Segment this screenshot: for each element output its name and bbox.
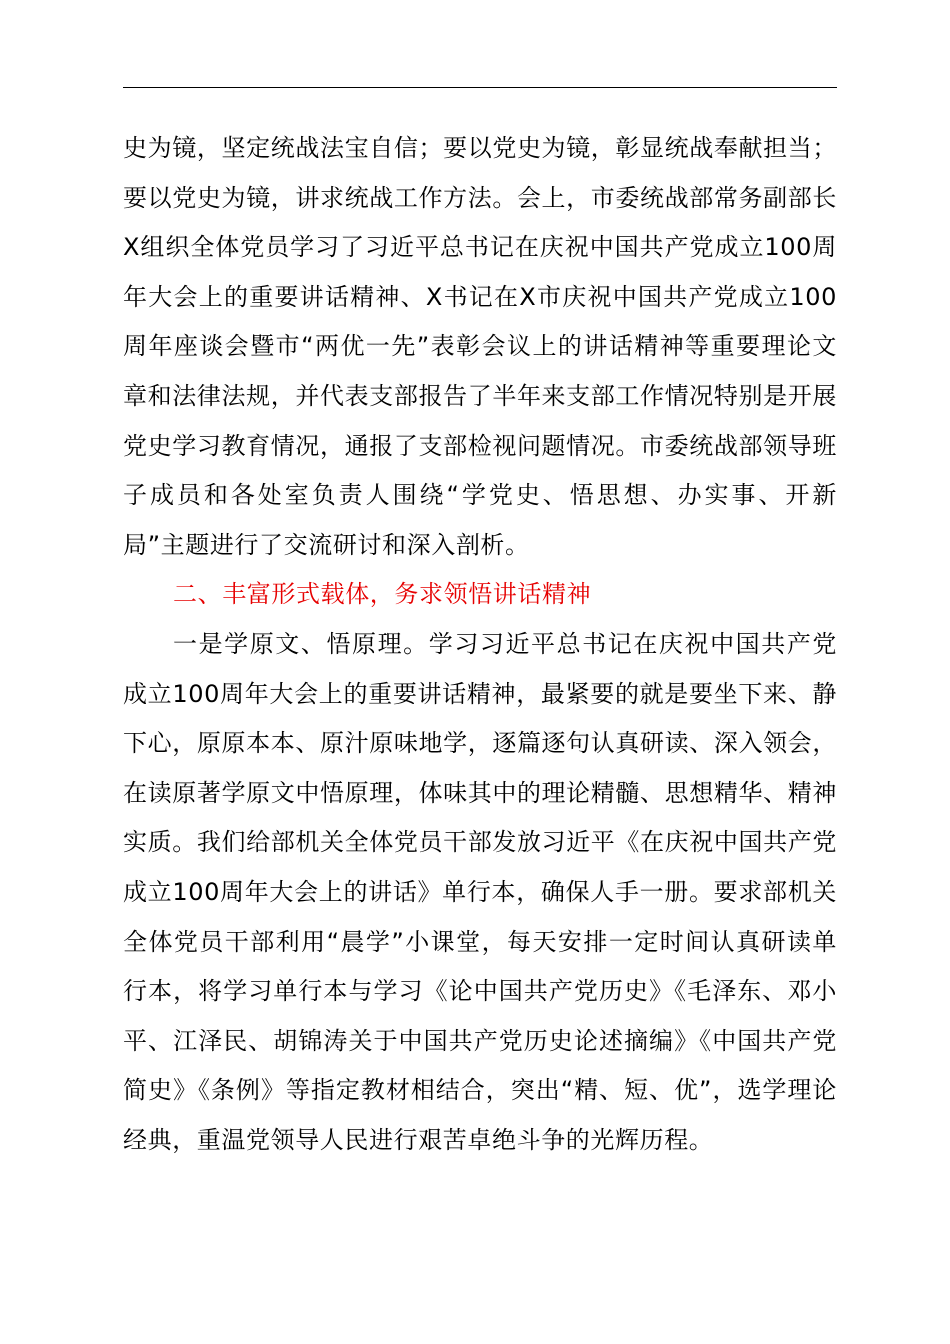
paragraph-continuation: 史为镜，坚定统战法宝自信；要以党史为镜，彰显统战奉献担当；要以党史为镜，讲求统战工作方法。会上，市委统战部常务副部长X组织全体党员学习了习近平总书记在庆祝中国共产党成立100周年大会上的重要讲话精神、X书记在X市庆祝中国共产党成立100周年座谈会暨市“两优一先”表彰会议上的讲话精神等重要理论文章和法律法规，并代表支部报告了半年来支部工作情况特别是开展党史学习教育情况，通报了支部检视问题情况。市委统战部领导班子成员和各处室负责人围绕“学党史、悟思想、办实事、开新局”主题进行了交流研讨和深入剖析。 <box>123 134 837 559</box>
document-body <box>123 124 837 1165</box>
paragraph-study-original-text: 一是学原文、悟原理。学习习近平总书记在庆祝中国共产党成立100周年大会上的重要讲话精神，最紧要的就是要坐下来、静下心，原原本本、原汁原味地学，逐篇逐句认真研读、深入领会，在读原著学原文中悟原理，体味其中的理论精髓、思想精华、精神实质。我们给部机关全体党员干部发放习近平《在庆祝中国共产党成立100周年大会上的讲话》单行本，确保人手一册。要求部机关全体党员干部利用“晨学”小课堂，每天安排一定时间认真研读单行本，将学习单行本与学习《论中国共产党历史》《毛泽东、邓小平、江泽民、胡锦涛关于中国共产党历史论述摘编》《中国共产党简史》《条例》等指定教材相结合，突出“精、短、优”，选学理论经典，重温党领导人民进行艰苦卓绝斗争的光辉历程。 <box>123 629 837 1154</box>
header-rule <box>123 87 837 88</box>
section-heading: 二、丰富形式载体，务求领悟讲话精神 <box>173 580 592 609</box>
